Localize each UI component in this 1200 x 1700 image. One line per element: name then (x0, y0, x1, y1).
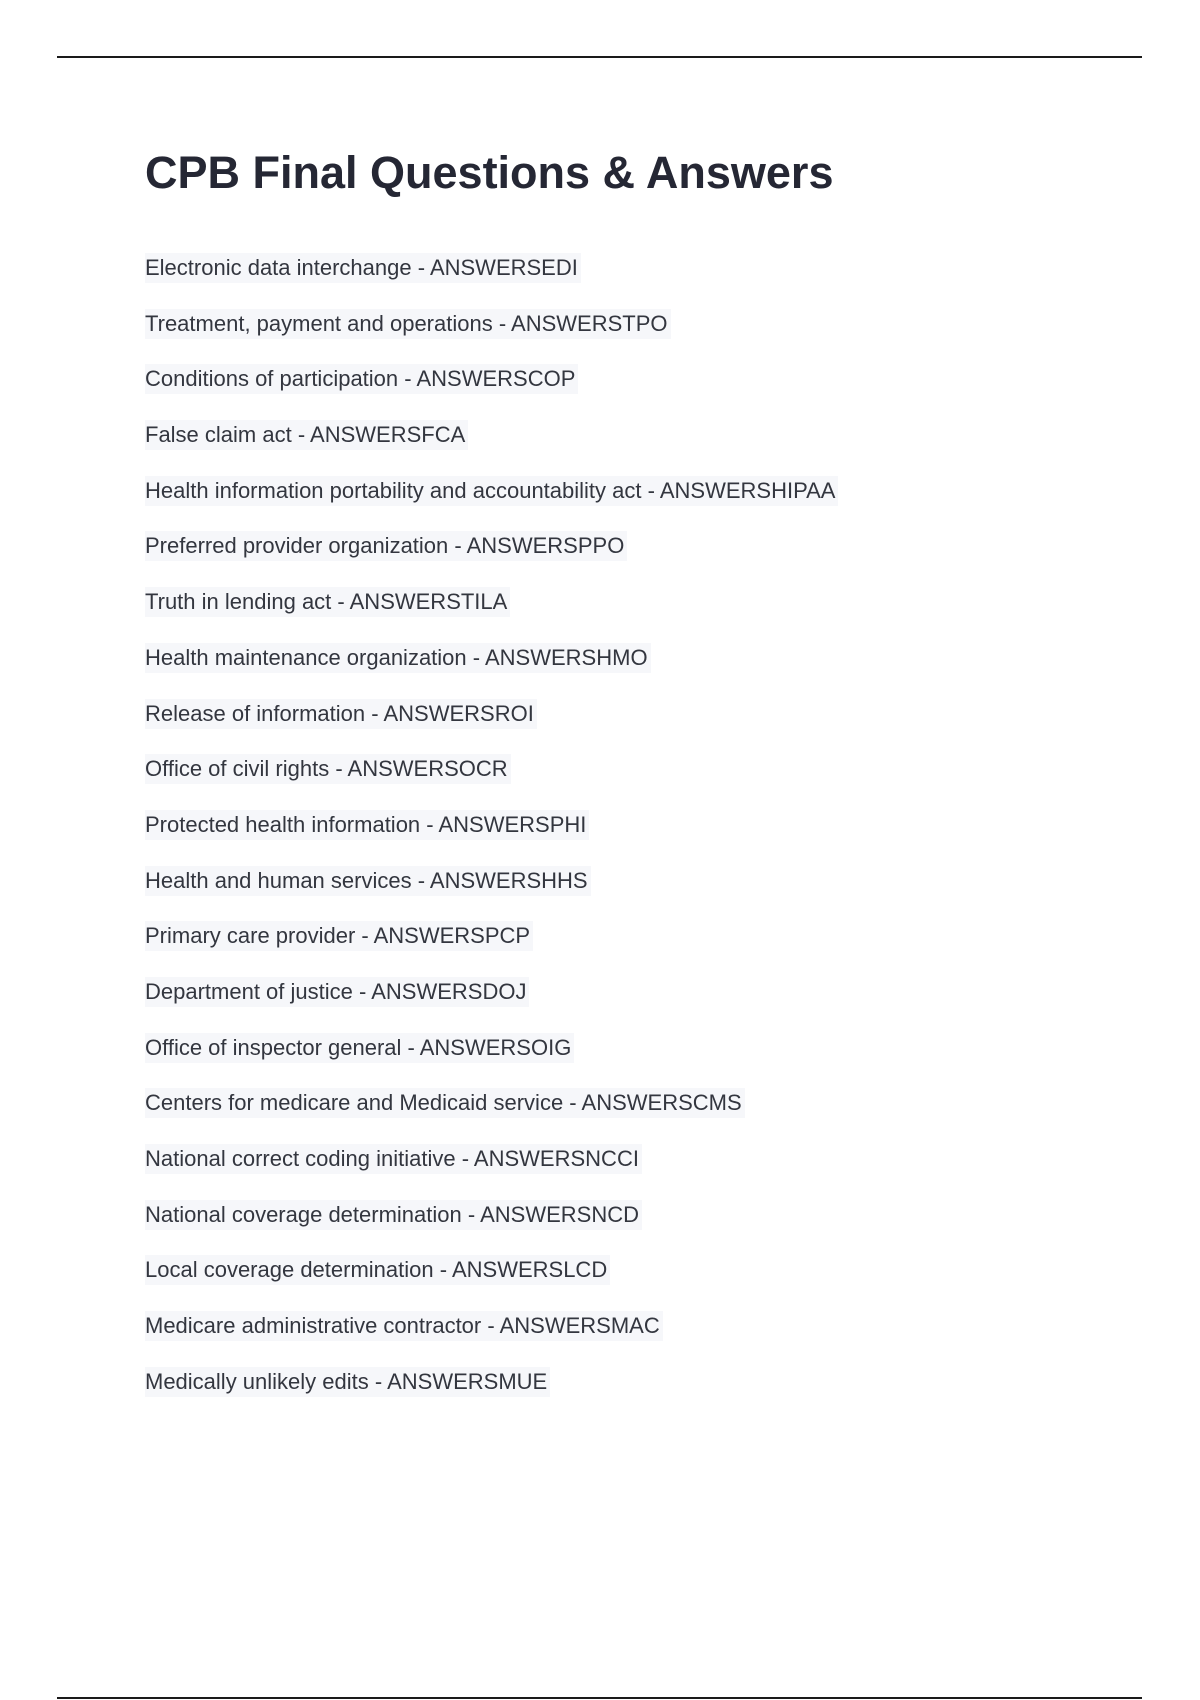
qa-text: Preferred provider organization - ANSWERSPPO (145, 531, 627, 561)
qa-text: Primary care provider - ANSWERSPCP (145, 921, 533, 951)
list-item (145, 699, 838, 755)
list-item (145, 810, 838, 866)
qa-text: Health information portability and accountability act - ANSWERSHIPAA (145, 476, 838, 506)
qa-text: Health maintenance organization - ANSWERSHMO (145, 643, 651, 673)
list-item (145, 1033, 838, 1089)
qa-text: Office of inspector general - ANSWERSOIG (145, 1033, 574, 1063)
list-item (145, 1144, 838, 1200)
page-title: CPB Final Questions & Answers (145, 147, 834, 198)
qa-text: Department of justice - ANSWERSDOJ (145, 977, 529, 1007)
footer-divider (57, 1697, 1142, 1699)
list-item (145, 921, 838, 977)
qa-text: National coverage determination - ANSWERSNCD (145, 1200, 642, 1230)
qa-list (145, 253, 838, 1422)
qa-text: Local coverage determination - ANSWERSLCD (145, 1255, 610, 1285)
list-item (145, 309, 838, 365)
list-item (145, 476, 838, 532)
list-item (145, 977, 838, 1033)
qa-text: Electronic data interchange - ANSWERSEDI (145, 253, 581, 283)
list-item (145, 253, 838, 309)
list-item (145, 531, 838, 587)
list-item (145, 1311, 838, 1367)
qa-text: Office of civil rights - ANSWERSOCR (145, 754, 511, 784)
list-item (145, 754, 838, 810)
list-item (145, 420, 838, 476)
list-item (145, 587, 838, 643)
list-item (145, 364, 838, 420)
qa-text: False claim act - ANSWERSFCA (145, 420, 468, 450)
list-item (145, 1367, 838, 1423)
qa-text: Protected health information - ANSWERSPHI (145, 810, 589, 840)
list-item (145, 1088, 838, 1144)
header-divider (57, 56, 1142, 58)
qa-text: Conditions of participation - ANSWERSCOP (145, 364, 578, 394)
qa-text: Medically unlikely edits - ANSWERSMUE (145, 1367, 550, 1397)
qa-text: Centers for medicare and Medicaid service - ANSWERSCMS (145, 1088, 745, 1118)
qa-text: National correct coding initiative - ANSWERSNCCI (145, 1144, 642, 1174)
list-item (145, 866, 838, 922)
list-item (145, 1255, 838, 1311)
qa-text: Treatment, payment and operations - ANSWERSTPO (145, 309, 671, 339)
qa-text: Medicare administrative contractor - ANSWERSMAC (145, 1311, 663, 1341)
list-item (145, 1200, 838, 1256)
list-item (145, 643, 838, 699)
qa-text: Truth in lending act - ANSWERSTILA (145, 587, 510, 617)
qa-text: Health and human services - ANSWERSHHS (145, 866, 591, 896)
qa-text: Release of information - ANSWERSROI (145, 699, 537, 729)
